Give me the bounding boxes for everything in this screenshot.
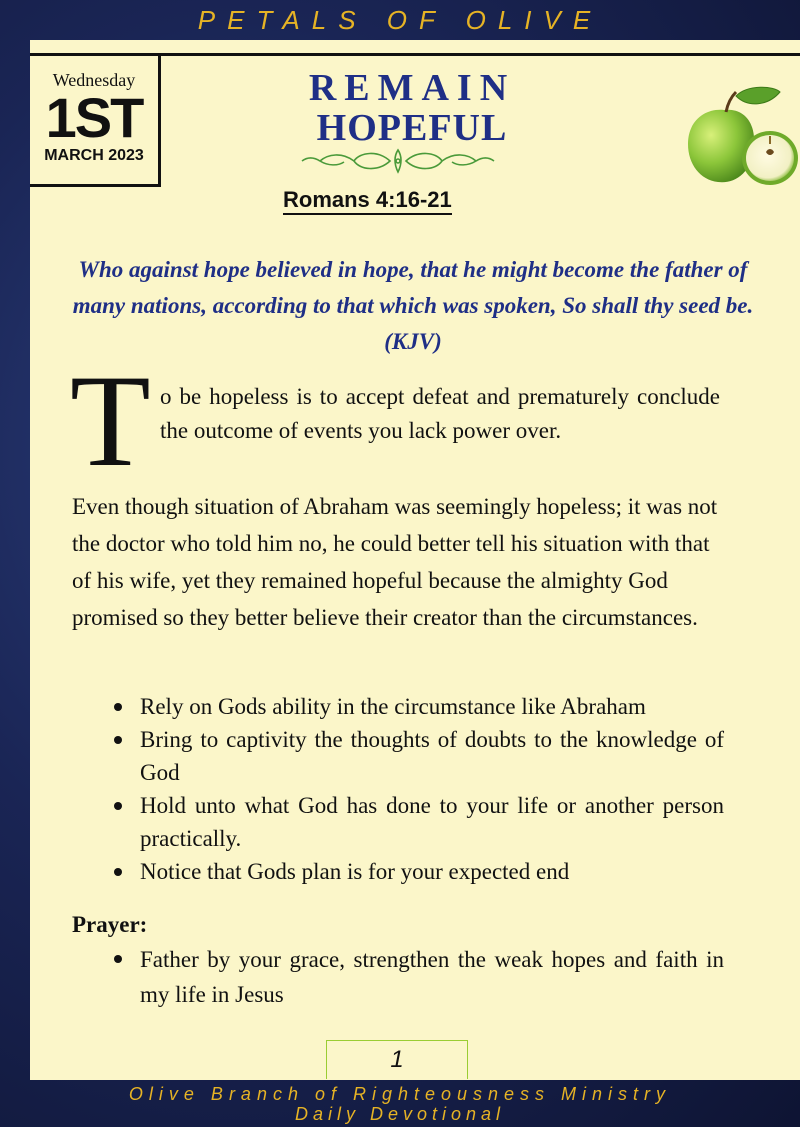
flourish-ornament-icon <box>298 146 498 176</box>
list-item: Father by your grace, strengthen the weak hopes and faith in my life in Jesus <box>108 942 724 1012</box>
list-item: Hold unto what God has done to your life or another person practically. <box>108 789 724 855</box>
list-item: Bring to captivity the thoughts of doubts to the knowledge of God <box>108 723 724 789</box>
list-item: Rely on Gods ability in the circumstance like Abraham <box>108 690 724 723</box>
list-item: Notice that Gods plan is for your expected end <box>108 855 724 888</box>
page-title <box>292 68 532 148</box>
key-points-list <box>108 690 724 888</box>
body-paragraph: Even though situation of Abraham was seemingly hopeless; it was not the doctor who told him no, he could better tell his situation with that of his wife, yet they remained hopeful because the almighty God promised so they better believe their creator than the circumstances. <box>72 494 718 630</box>
date-month-year: MARCH 2023 <box>44 147 144 164</box>
prayer-heading: Prayer: <box>72 912 148 937</box>
date-weekday: Wednesday <box>52 70 136 90</box>
header-band <box>0 0 800 40</box>
header-title: PETALS OF OLIVE <box>197 4 603 35</box>
footer-subtitle: Daily Devotional <box>294 1104 506 1124</box>
title-line-2: HOPEFUL <box>316 107 508 149</box>
title-line-1: REMAIN <box>308 67 516 109</box>
footer-ministry-name: Olive Branch of Righteousness Ministry <box>128 1084 672 1104</box>
prayer-list <box>108 942 724 1012</box>
page-paper <box>30 40 800 1080</box>
date-box <box>30 56 161 187</box>
scripture-reference: Romans 4:16-21 <box>283 188 452 215</box>
footer <box>0 1084 800 1124</box>
lead-paragraph: o be hopeless is to accept defeat and prematurely conclude the outcome of events you lack power over. <box>160 384 720 443</box>
page-number: 1 <box>326 1040 468 1079</box>
date-day: 1ST <box>45 86 143 149</box>
green-apple-icon <box>682 84 800 190</box>
memory-verse: Who against hope believed in hope, that he might become the father of many nations, according to that which was spoken, So shall thy seed be.(KJV) <box>72 257 754 354</box>
drop-cap: T <box>70 347 151 494</box>
